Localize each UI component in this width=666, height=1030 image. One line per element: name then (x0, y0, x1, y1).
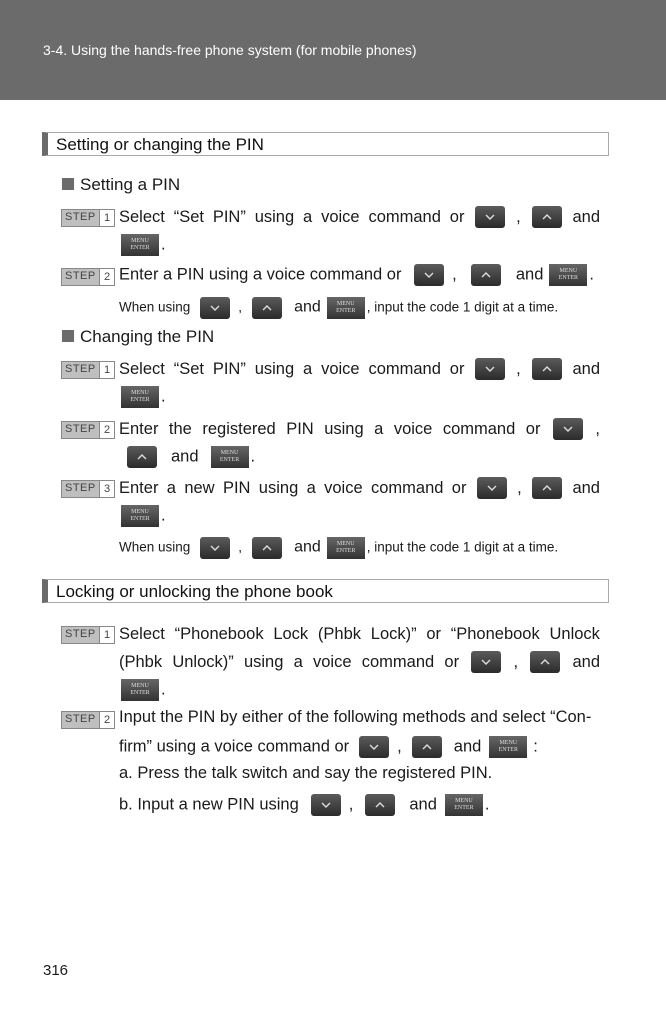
menu-enter-button-icon: MENU ENTER (327, 537, 365, 559)
down-button-icon (477, 477, 507, 499)
menu-enter-button-icon: MENU ENTER (121, 505, 159, 527)
menu-enter-button-icon: MENU ENTER (211, 446, 249, 468)
up-button-icon (532, 206, 562, 228)
step-text-cont: (Phbk Unlock)” using a voice command or , and (119, 650, 600, 674)
subsection-heading: Changing the PIN (62, 327, 214, 347)
step-badge: STEP 3 (61, 480, 115, 498)
note-text: When using , and MENU ENTER , input the code 1 digit at a time. (119, 537, 600, 559)
step-badge: STEP 1 (61, 209, 115, 227)
step-text: Input the PIN by either of the following methods and select “Con- (119, 708, 592, 726)
menu-enter-button-icon: MENU ENTER (327, 297, 365, 319)
section-heading (42, 132, 609, 156)
menu-enter-button-icon: MENU ENTER (489, 736, 527, 758)
method-b-text: b. Input a new PIN using , and MENU ENTER . (119, 794, 600, 816)
step-text: Enter a PIN using a voice command or , and MENU ENTER . (119, 264, 600, 286)
section-heading (42, 579, 609, 603)
step-text: Select “Set PIN” using a voice command or , and (119, 205, 600, 229)
up-button-icon (530, 651, 560, 673)
step-badge: STEP 2 (61, 268, 115, 286)
step-text-cont: MENU ENTER . (119, 234, 600, 256)
up-button-icon (252, 537, 282, 559)
step-badge: STEP 2 (61, 711, 115, 729)
step-text-cont: MENU ENTER . (119, 386, 600, 408)
down-button-icon (475, 206, 505, 228)
up-button-icon (412, 736, 442, 758)
square-bullet-icon (62, 178, 74, 190)
down-button-icon (414, 264, 444, 286)
step-badge: STEP 1 (61, 361, 115, 379)
down-button-icon (200, 297, 230, 319)
menu-enter-button-icon: MENU ENTER (121, 234, 159, 256)
step-text: Enter a new PIN using a voice command or , and (119, 476, 600, 500)
up-button-icon (127, 446, 157, 468)
menu-enter-button-icon: MENU ENTER (445, 794, 483, 816)
up-button-icon (252, 297, 282, 319)
up-button-icon (471, 264, 501, 286)
step-text: Enter the registered PIN using a voice command or , (119, 417, 600, 441)
down-button-icon (200, 537, 230, 559)
page-number: 316 (43, 962, 69, 979)
step-text-cont: firm” using a voice command or , and MENU ENTER : (119, 736, 600, 758)
down-button-icon (553, 418, 583, 440)
method-a-text: a. Press the talk switch and say the registered PIN. (119, 764, 493, 782)
step-text: Select “Set PIN” using a voice command or , and (119, 357, 600, 381)
up-button-icon (532, 358, 562, 380)
step-text-cont: MENU ENTER . (119, 505, 600, 527)
menu-enter-button-icon: MENU ENTER (121, 386, 159, 408)
section-title: Setting or changing the PIN (56, 135, 264, 154)
menu-enter-button-icon: MENU ENTER (121, 679, 159, 701)
step-badge: STEP 1 (61, 626, 115, 644)
step-text-cont: and MENU ENTER . (119, 446, 600, 468)
square-bullet-icon (62, 330, 74, 342)
section-title: Locking or unlocking the phone book (56, 582, 333, 601)
header-title: 3-4. Using the hands-free phone system (for mobile phones) (43, 42, 417, 58)
menu-enter-button-icon: MENU ENTER (549, 264, 587, 286)
down-button-icon (359, 736, 389, 758)
step-text-cont: MENU ENTER . (119, 679, 600, 701)
down-button-icon (471, 651, 501, 673)
page-header (0, 0, 666, 100)
down-button-icon (475, 358, 505, 380)
note-text: When using , and MENU ENTER , input the code 1 digit at a time. (119, 297, 600, 319)
up-button-icon (365, 794, 395, 816)
subsection-heading: Setting a PIN (62, 175, 180, 195)
down-button-icon (311, 794, 341, 816)
step-badge: STEP 2 (61, 421, 115, 439)
up-button-icon (532, 477, 562, 499)
step-text: Select “Phonebook Lock (Phbk Lock)” or “Phonebook Unlock (119, 624, 600, 643)
